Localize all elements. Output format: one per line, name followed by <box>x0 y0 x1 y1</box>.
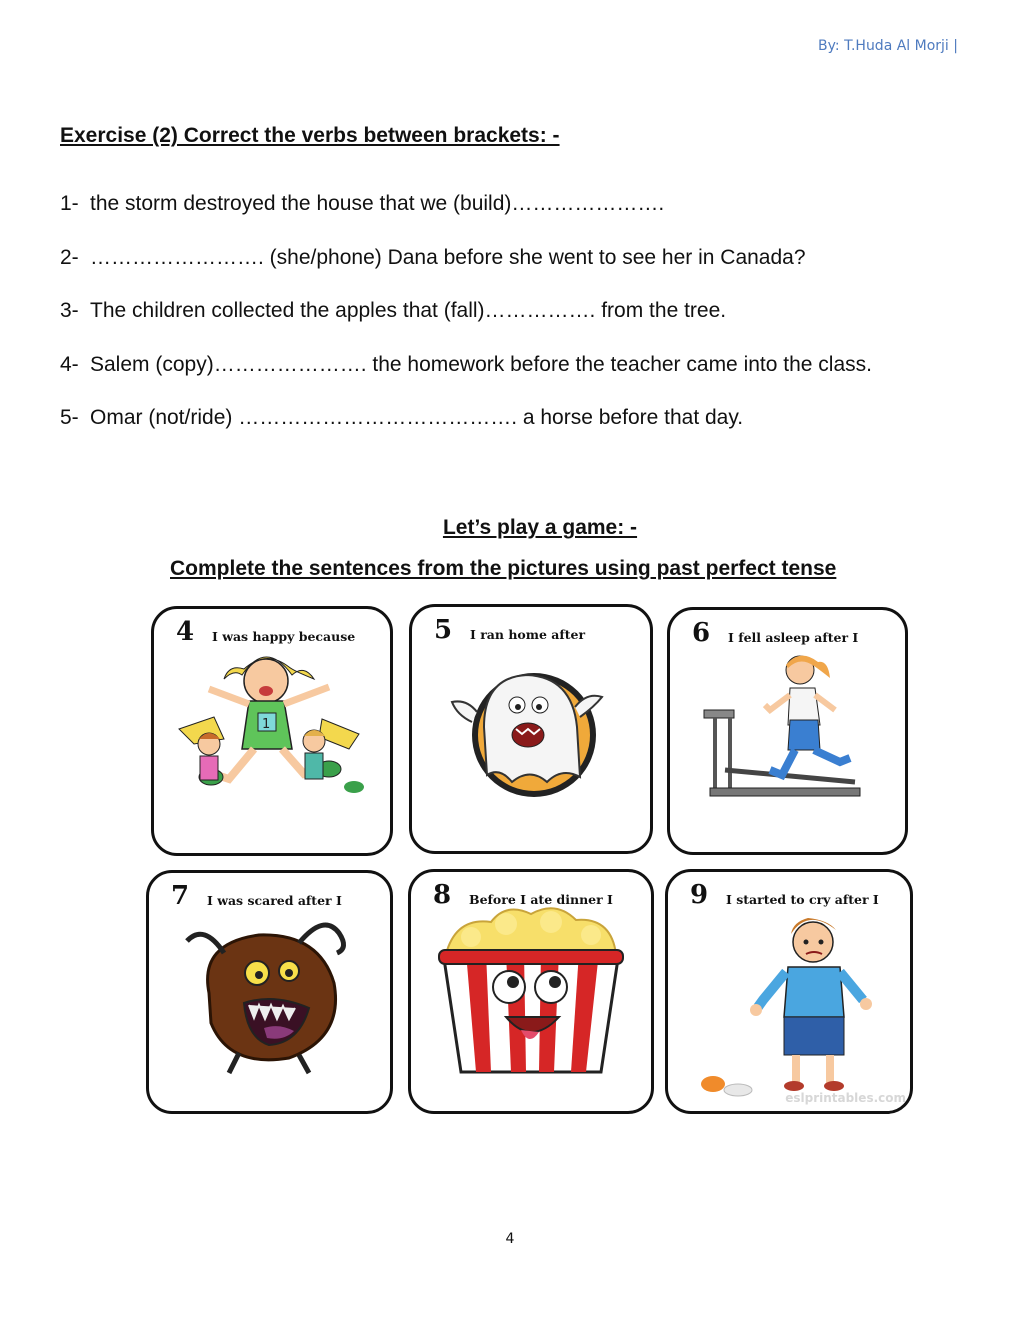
exercise-item <box>60 353 872 377</box>
watermark: eslprintables.com <box>785 1091 906 1105</box>
card-prompt: I ran home after <box>470 627 586 642</box>
item-text: ……………………. (she/phone) Dana before she went to see her in Canada? <box>90 246 806 269</box>
game-title: Let’s play a game: - <box>442 516 638 539</box>
runners-picture <box>154 609 390 853</box>
popcorn-picture <box>411 872 651 1111</box>
svg-text:1: 1 <box>262 717 271 732</box>
exercise-item <box>60 246 806 270</box>
card-prompt: Before I ate dinner I <box>469 892 613 907</box>
picture-card <box>408 869 654 1114</box>
picture-card <box>665 869 913 1114</box>
card-prompt: I was happy because <box>212 629 356 644</box>
item-number: 4- <box>60 353 79 376</box>
treadmill-picture <box>670 610 905 852</box>
item-text: Omar (not/ride) …………………………………. a horse before that day. <box>90 406 744 429</box>
ghost-picture <box>412 607 650 851</box>
card-number: 6 <box>692 618 711 648</box>
card-prompt: I fell asleep after I <box>728 630 859 645</box>
picture-card <box>146 870 393 1114</box>
exercise-item <box>60 406 743 430</box>
card-number: 8 <box>433 880 452 910</box>
exercise-item <box>60 299 726 323</box>
item-text: The children collected the apples that (fall)……………. from the tree. <box>90 299 727 322</box>
monster-picture <box>149 873 390 1111</box>
item-number: 2- <box>60 246 79 269</box>
item-number: 3- <box>60 299 79 322</box>
game-subtitle: Complete the sentences from the pictures using past perfect tense <box>170 557 837 580</box>
card-number: 9 <box>690 880 709 910</box>
crying-boy-picture <box>668 872 910 1111</box>
card-number: 4 <box>176 617 195 647</box>
exercise-title: Exercise (2) Correct the verbs between brackets: - <box>60 124 560 147</box>
card-prompt: I started to cry after I <box>726 892 879 907</box>
item-text: Salem (copy)…………………. the homework before the teacher came into the class. <box>90 353 872 376</box>
picture-card <box>151 606 393 856</box>
page-header-author: By: T.Huda Al Morji | <box>818 38 958 54</box>
card-number: 5 <box>434 615 453 645</box>
page-number: 4 <box>505 1231 515 1247</box>
item-text: the storm destroyed the house that we (build)…………………. <box>90 192 665 215</box>
card-prompt: I was scared after I <box>207 893 342 908</box>
card-number: 7 <box>171 881 190 911</box>
picture-card <box>667 607 908 855</box>
exercise-item <box>60 192 664 216</box>
picture-card <box>409 604 653 854</box>
item-number: 1- <box>60 192 79 215</box>
item-number: 5- <box>60 406 79 429</box>
